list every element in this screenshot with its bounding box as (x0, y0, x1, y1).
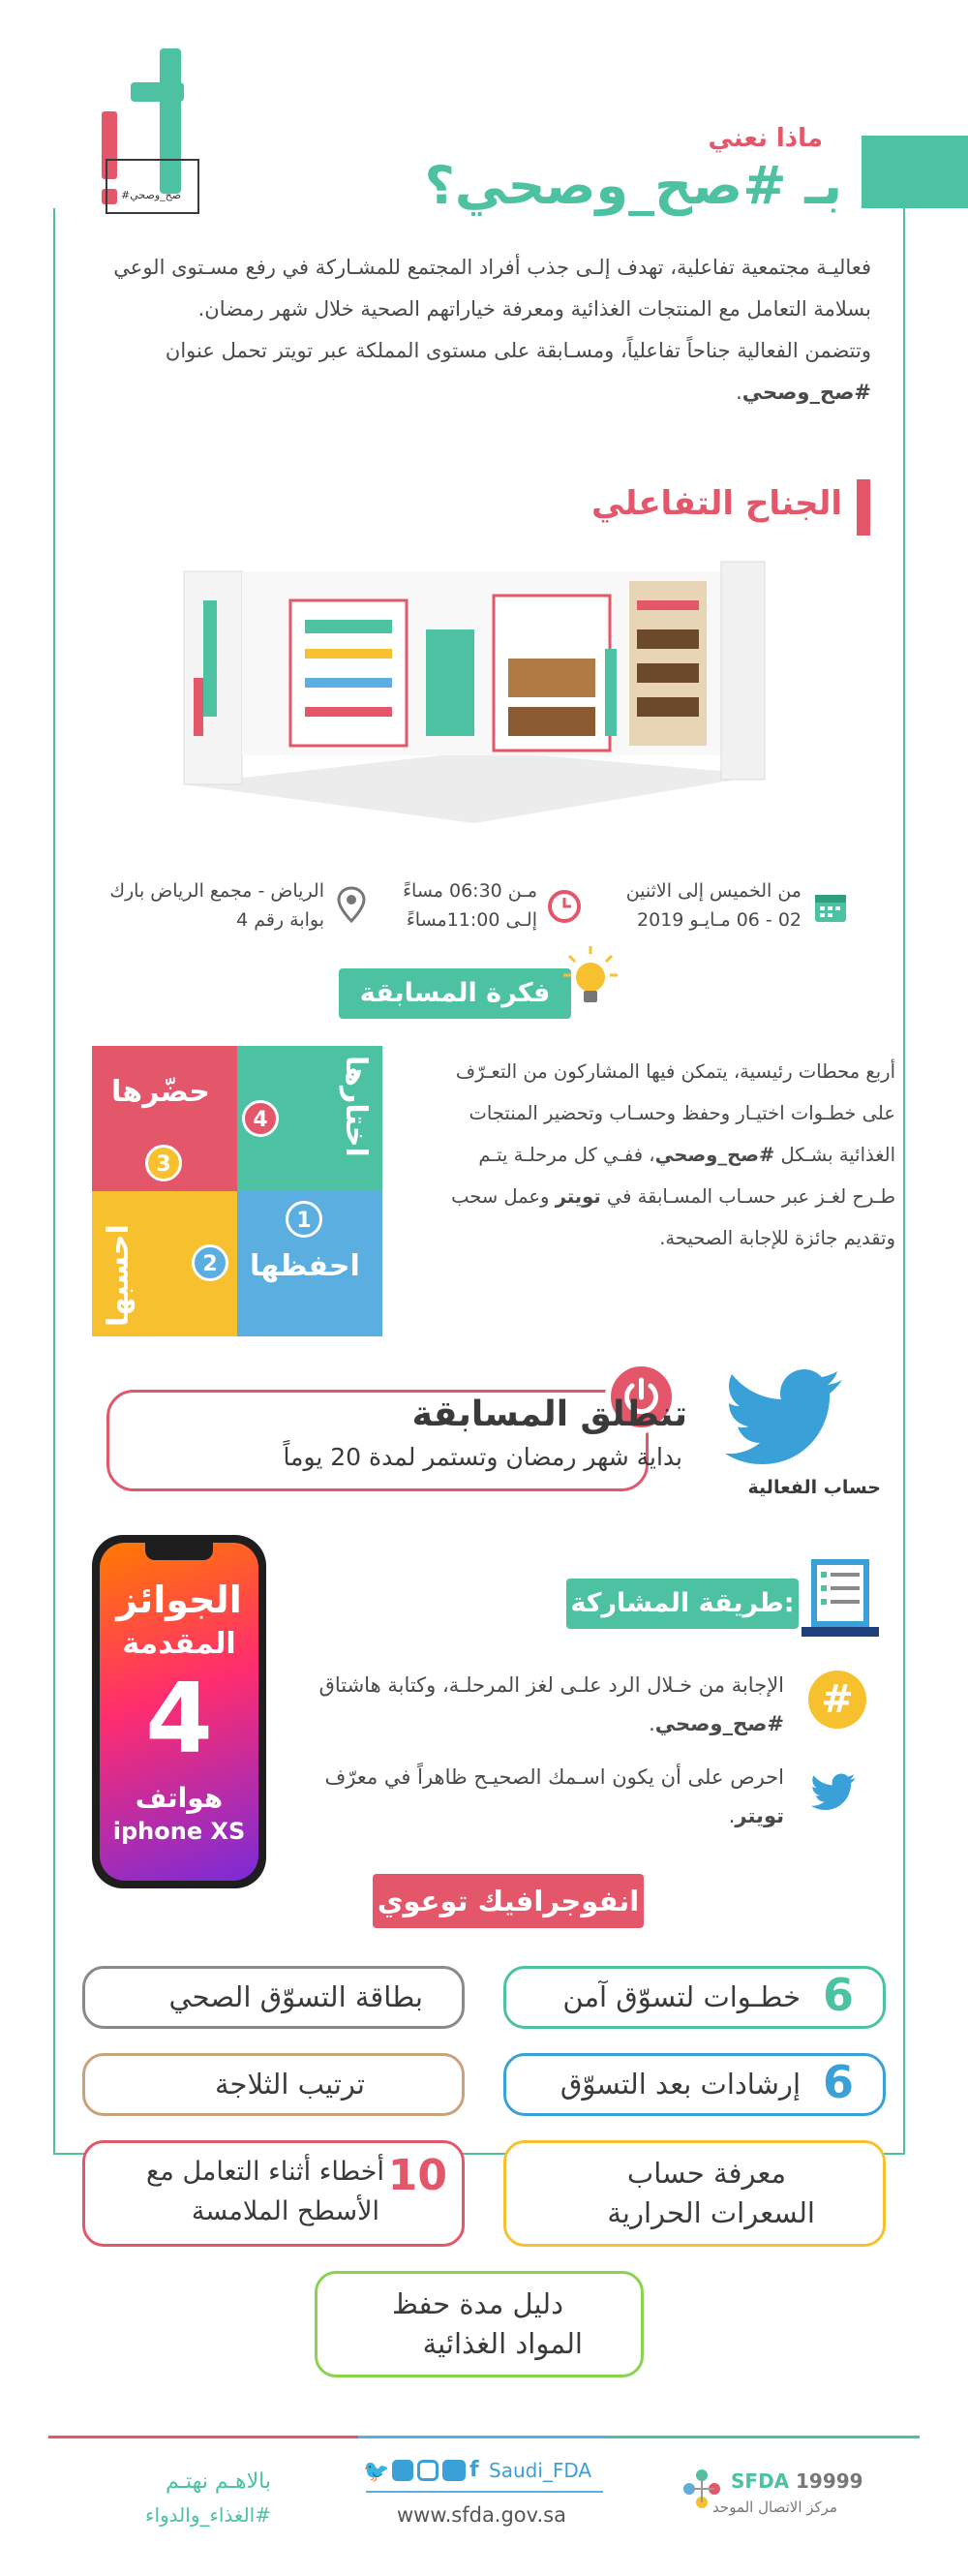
sfda-name: SFDA (731, 2469, 790, 2493)
awareness-card-after-shopping[interactable] (503, 2053, 886, 2116)
event-time-start: مـن 06:30 مساءً (403, 880, 537, 902)
pavilion-title-bar (857, 479, 870, 536)
puzzle-number-1: 1 (286, 1201, 322, 1238)
awareness-card-calories-line-1: معرفة حساب (626, 2157, 786, 2190)
twitter-footer-icon[interactable]: 🐦 (363, 2460, 390, 2484)
snapchat-icon[interactable] (392, 2460, 413, 2481)
pavilion-illustration (165, 542, 784, 833)
social-handle[interactable]: Saudi_FDA (489, 2459, 592, 2482)
twitter-account-caption: حساب الفعالية (747, 1477, 881, 1498)
header-accent-block (862, 136, 968, 208)
checklist-icon (802, 1554, 879, 1645)
intro-hashtag: #صح_وصحي (741, 381, 871, 404)
awareness-card-storage[interactable] (315, 2271, 644, 2377)
comp-text-2: ، ففـي كل مرحلـة يتـم طـرح لغـز عبر حسـاب المسـابقة في (478, 1144, 895, 1208)
puzzle-label-save: احفظها (250, 1249, 360, 1283)
awareness-card-surfaces-number: 10 (387, 2151, 447, 2200)
participation-step-2-text: احرص على أن يكون اسـمك الصحيـح ظاهراً في معرّف (324, 1765, 784, 1789)
footer-slogan: بالاهـم نهتـم (165, 2469, 271, 2494)
clock-icon (547, 889, 582, 928)
twitter-small-icon (811, 1772, 860, 1817)
awareness-card-surfaces-line-2: الأسطح الملامسة (191, 2196, 379, 2226)
awareness-card-after-shopping-number: 6 (822, 2056, 854, 2108)
participation-heading: طريقة المشاركة: (566, 1579, 799, 1629)
event-gate: بوابة رقم 4 (236, 909, 324, 931)
competition-start-subtitle: بداية شهر رمضان وتستمر لمدة 20 يوماً (283, 1443, 682, 1471)
awareness-card-calories-line-2: السعرات الحرارية (607, 2196, 815, 2229)
participation-step-2-end: . (728, 1804, 736, 1827)
page-title: بـ #صح_وصحي؟ (424, 155, 842, 216)
puzzle-number-2: 2 (192, 1244, 228, 1281)
phone-notch (145, 1543, 213, 1560)
participation-step-1-text: الإجابة من خـلال الرد علـى لغز المرحلـة، وكتابة هاشتاق (318, 1673, 784, 1697)
competition-heading: فكرة المسابقة (339, 968, 571, 1019)
map-pin-icon (334, 886, 369, 929)
awareness-card-storage-line-2: المواد الغذائية (422, 2327, 583, 2360)
event-venue: الرياض - مجمع الرياض بارك (109, 880, 324, 902)
hashtag-icon: # (808, 1671, 866, 1729)
awareness-card-safe-shopping-label: خطـوات لتسوّق آمن (562, 1980, 801, 2013)
comp-twitter: تويتر (555, 1185, 601, 1208)
iphone-illustration (92, 1535, 266, 1888)
prizes-model: iphone XS (112, 1818, 246, 1845)
awareness-card-calories[interactable] (503, 2140, 886, 2247)
prizes-offered: المقدمة (122, 1627, 236, 1661)
awareness-card-storage-line-1: دليل مدة حفظ (392, 2287, 563, 2320)
twitter-bird-icon[interactable] (726, 1365, 852, 1476)
awareness-card-surfaces-line-1: أخطاء أثناء التعامل مع (146, 2157, 384, 2187)
call-center-number: 19999 (796, 2469, 863, 2493)
awareness-heading: انفوجرافيك توعوي (373, 1874, 644, 1928)
awareness-card-healthy-shopping-label: بطاقة التسوّق الصحي (168, 1980, 423, 2013)
participation-twitter: تويتر (735, 1804, 784, 1827)
prizes-phones: هواتف (135, 1782, 224, 1814)
call-center-label: مركز الاتصال الموحد (712, 2499, 837, 2516)
puzzle-label-calculate: احسبها (102, 1224, 136, 1327)
intro-p2-text: وتتضمن الفعالية جناحاً تفاعلياً، ومسـابقة على مستوى المملكة عبر تويتر تحمل عنوان (165, 339, 871, 362)
lightbulb-icon (561, 944, 620, 1016)
puzzle-label-choose: اختارها (339, 1056, 373, 1157)
footer-handle-underline (366, 2491, 603, 2493)
youtube-icon[interactable] (442, 2460, 466, 2481)
event-times (403, 876, 537, 935)
comp-hashtag: #صح_وصحي (654, 1144, 775, 1166)
puzzle-label-prepare: حضّرها (111, 1075, 210, 1109)
intro-text (68, 247, 871, 414)
comp-text-1: أربع محطات رئيسية، يتمكن فيها المشاركون من التعـرّف على خطـوات اختيـار وحفظ وحسـاب وتحضير المنتجات الغذائية بشـكل (455, 1060, 895, 1166)
prizes-heading: الجوائز (116, 1579, 242, 1621)
event-date-range: 02 - 06 مـايـو 2019 (637, 909, 802, 931)
footer-divider-right (610, 2436, 920, 2438)
awareness-card-fridge-label: ترتيب الثلاجة (214, 2068, 365, 2101)
logo-tag: #صح_وصحي (121, 189, 182, 201)
awareness-card-safe-shopping[interactable] (503, 1966, 886, 2029)
awareness-card-healthy-shopping[interactable] (82, 1966, 465, 2029)
event-days: من الخميس إلى الاثنين (625, 880, 802, 902)
website-link[interactable]: www.sfda.gov.sa (397, 2503, 566, 2527)
competition-start-title: تنطلق المسابقة (411, 1395, 687, 1434)
intro-paragraph-2 (68, 330, 871, 414)
participation-step-2 (290, 1758, 784, 1835)
calendar-icon (813, 889, 848, 928)
awareness-card-safe-shopping-number: 6 (822, 1969, 854, 2021)
intro-paragraph-1: فعاليـة مجتمعية تفاعلية، تهدف إلـى جذب أفراد المجتمع للمشـاركة في رفع مسـتوى الوعي بسلامة التعامل مع المنتجات الغذائية ومعرفة خياراتهم الصحية خلال شهر رمضان. (113, 256, 871, 321)
footer-divider-left (48, 2436, 358, 2438)
participation-step-1 (290, 1666, 784, 1743)
pavilion-title: الجناح التفاعلي (591, 484, 842, 523)
participation-step-1-end: . (649, 1712, 655, 1735)
event-time-end: إلـى 11:00مساءً (406, 909, 537, 931)
participation-hashtag: #صح_وصحي (654, 1712, 784, 1735)
event-location (109, 876, 324, 935)
intro-p2-end: . (736, 381, 742, 404)
comp-text-3: وعمل سحب وتقديم جائزة للإجابة الصحيحة. (451, 1185, 895, 1249)
what-we-mean-heading: ماذا نعني (708, 124, 823, 153)
puzzle-number-4: 4 (242, 1100, 279, 1137)
awareness-card-after-shopping-label: إرشادات بعد التسوّق (560, 2068, 801, 2101)
prizes-count: 4 (145, 1662, 213, 1775)
awareness-card-fridge[interactable] (82, 2053, 465, 2116)
puzzle-number-3: 3 (145, 1145, 182, 1181)
footer-hashtag: #الغذاء_والدواء (145, 2503, 271, 2527)
competition-description (450, 1051, 895, 1259)
event-dates (626, 876, 802, 935)
footer-divider-middle (358, 2436, 610, 2438)
instagram-icon[interactable] (417, 2460, 439, 2481)
facebook-icon[interactable]: f (469, 2458, 479, 2482)
campaign-logo (92, 44, 218, 228)
awareness-card-surfaces[interactable] (82, 2140, 465, 2247)
